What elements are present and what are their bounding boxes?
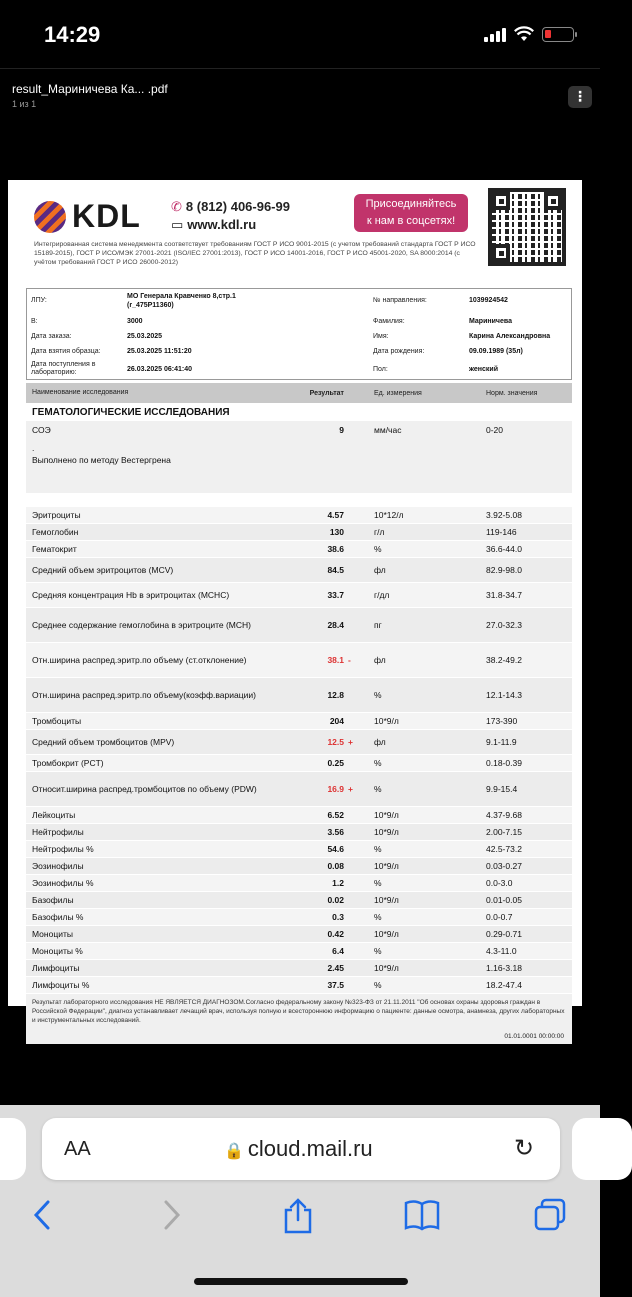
table-row [26, 541, 572, 558]
result-unit: % [374, 758, 382, 768]
result-name: Моноциты [32, 929, 73, 939]
result-unit: % [374, 878, 382, 888]
result-flag: + [348, 737, 353, 747]
result-ref: 38.2-49.2 [486, 655, 522, 665]
result-name: Моноциты % [32, 946, 83, 956]
result-unit: г/л [374, 527, 385, 537]
result-ref: 12.1-14.3 [486, 690, 522, 700]
results-table [26, 383, 572, 1044]
result-unit: 10*9/л [374, 716, 399, 726]
result-name: Отн.ширина распред.эритр.по объему(коэфф.вариации) [32, 690, 256, 700]
result-unit: пг [374, 620, 382, 630]
document-id: 01.01.0001 00:00:00 [26, 1029, 572, 1044]
result-name: Эозинофилы % [32, 878, 94, 888]
section-title: ГЕМАТОЛОГИЧЕСКИЕ ИССЛЕДОВАНИЯ [32, 407, 230, 418]
table-row [26, 909, 572, 926]
result-unit: % [374, 912, 382, 922]
url-display[interactable]: 🔒 cloud.mail.ru [224, 1136, 373, 1161]
result-name: Нейтрофилы [32, 827, 84, 837]
soe-ref: 0-20 [486, 425, 504, 435]
result-value: 0.3 [332, 912, 344, 922]
table-row [26, 926, 572, 943]
result-value: 0.42 [327, 929, 344, 939]
table-row [26, 858, 572, 875]
result-value: 0.08 [327, 861, 344, 871]
result-value: 130 [329, 527, 344, 537]
disclaimer-note: Результат лабораторного исследования НЕ ЯВЛЯЕТСЯ ДИАГНОЗОМ.Согласно федеральному закону №323-ФЗ от 21.11.2011 "Об основах охраны здоровья граждан в Российской Федерации", диагноз устанавливает лечащий врач, используя полную и всестороннюю информацию о пациенте: данные осмотра, анамнеза, других лабораторных и инструментальных исследований. [26, 994, 572, 1029]
result-name: Гематокрит [32, 544, 77, 554]
result-unit: 10*9/л [374, 810, 399, 820]
result-unit: 10*9/л [374, 895, 399, 905]
result-ref: 9.9-15.4 [486, 784, 518, 794]
bookmarks-button[interactable] [404, 1198, 440, 1232]
table-row [26, 730, 572, 755]
result-name: Относит.ширина распред.тромбоцитов по объему (PDW) [32, 784, 257, 794]
result-value: 84.5 [327, 565, 344, 575]
result-name: Лимфоциты % [32, 980, 90, 990]
result-ref: 1.16-3.18 [486, 963, 522, 973]
table-row [26, 608, 572, 643]
status-time: 14:29 [44, 22, 101, 47]
soe-block [26, 421, 572, 493]
table-row [26, 507, 572, 524]
status-bar [0, 0, 600, 68]
patient-info-box: ЛПУ: МО Генерала Кравченко 8,стр.1 (r_475P11360) В: 3000 Дата заказа: 25.03.2025 Дата взятия образца: 25.03.2025 11:51:20 Дата поступления в лабораторию: 26.03.2025 06:41:40 № направления: 1039924542 Фамилия: Мариничева Имя: Карина Александровна Дата рождения: 09.09.1989 (35л) Пол: женский [26, 288, 572, 380]
result-ref: 0.29-0.71 [486, 929, 522, 939]
result-name: Эритроциты [32, 510, 81, 520]
result-name: Нейтрофилы % [32, 844, 94, 854]
result-ref: 4.3-11.0 [486, 946, 517, 956]
result-value: 16.9 [327, 784, 344, 794]
result-name: Среднее содержание гемоглобина в эритроците (MCH) [32, 620, 251, 630]
result-name: Базофилы [32, 895, 74, 905]
table-row [26, 772, 572, 807]
result-name: Средняя концентрация Hb в эритроцитах (MCHC) [32, 590, 230, 600]
result-name: Базофилы % [32, 912, 84, 922]
result-value: 38.1 [327, 655, 344, 665]
result-unit: фл [374, 565, 386, 575]
result-ref: 0.01-0.05 [486, 895, 522, 905]
reader-text-size-button[interactable]: AA [64, 1138, 91, 1160]
result-unit: % [374, 690, 382, 700]
phone-number: 8 (812) 406-96-99 [185, 199, 290, 214]
website: www.kdl.ru [187, 217, 257, 232]
back-button[interactable] [30, 1198, 54, 1232]
result-value: 1.2 [332, 878, 344, 888]
result-name: Гемоглобин [32, 527, 79, 537]
result-unit: 10*9/л [374, 827, 399, 837]
result-unit: 10*9/л [374, 929, 399, 939]
home-indicator [194, 1278, 408, 1285]
result-name: Тромбоциты [32, 716, 82, 726]
result-value: 54.6 [327, 844, 344, 854]
table-row [26, 713, 572, 730]
result-value: 28.4 [327, 620, 344, 630]
result-ref: 119-146 [486, 527, 517, 537]
result-value: 33.7 [327, 590, 344, 600]
result-unit: % [374, 784, 382, 794]
result-value: 38.6 [327, 544, 344, 554]
monitor-icon: ▭ [171, 217, 184, 232]
result-ref: 3.92-5.08 [486, 510, 522, 520]
result-ref: 18.2-47.4 [486, 980, 522, 990]
pdf-document-page [8, 180, 582, 1040]
result-name: Эозинофилы [32, 861, 84, 871]
result-name: Лейкоциты [32, 810, 76, 820]
table-row [26, 558, 572, 583]
pdf-page-count: 1 из 1 [12, 99, 37, 109]
result-ref: 42.5-73.2 [486, 844, 522, 854]
result-value: 12.5 [327, 737, 344, 747]
cellular-signal-icon [484, 26, 506, 42]
result-unit: 10*9/л [374, 861, 399, 871]
result-ref: 2.00-7.15 [486, 827, 522, 837]
result-ref: 36.6-44.0 [486, 544, 522, 554]
table-row [26, 583, 572, 608]
table-row [26, 892, 572, 909]
previous-tab-peek[interactable] [0, 1118, 26, 1180]
table-row [26, 841, 572, 858]
phone-icon: ✆ [171, 199, 182, 214]
result-name: Средний объем эритроцитов (MCV) [32, 565, 174, 575]
qr-code-icon [488, 188, 566, 266]
lock-icon: 🔒 [224, 1143, 244, 1160]
table-row [26, 678, 572, 713]
result-name: Отн.ширина распред.эритр.по объему (ст.отклонение) [32, 655, 247, 665]
table-row [26, 824, 572, 841]
battery-icon [542, 27, 574, 42]
contacts [171, 198, 290, 234]
result-unit: % [374, 544, 382, 554]
share-button[interactable] [282, 1198, 314, 1234]
forward-button[interactable] [160, 1198, 184, 1232]
result-ref: 173-390 [486, 716, 518, 726]
result-value: 0.02 [327, 895, 344, 905]
result-unit: фл [374, 655, 386, 665]
result-value: 6.4 [332, 946, 344, 956]
status-icons [484, 26, 574, 42]
table-row [26, 977, 572, 994]
table-header: Наименование исследования Результат Ед. измерения Норм. значения [26, 383, 572, 403]
result-unit: % [374, 980, 382, 990]
table-row [26, 755, 572, 772]
table-row [26, 807, 572, 824]
soe-result: 9 [339, 425, 344, 435]
result-ref: 31.8-34.7 [486, 590, 522, 600]
result-flag: - [348, 655, 351, 665]
result-value: 12.8 [327, 690, 344, 700]
result-ref: 0.0-0.7 [486, 912, 513, 922]
soe-dot: . [32, 443, 35, 453]
result-value: 4.57 [327, 510, 344, 520]
next-tab-peek[interactable] [572, 1118, 632, 1180]
result-ref: 0.0-3.0 [486, 878, 513, 888]
result-ref: 82.9-98.0 [486, 565, 522, 575]
result-flag: + [348, 784, 353, 794]
result-value: 37.5 [327, 980, 344, 990]
result-name: Средний объем тромбоцитов (MPV) [32, 737, 175, 747]
tabs-button[interactable] [532, 1198, 568, 1232]
result-unit: % [374, 844, 382, 854]
result-ref: 0.03-0.27 [486, 861, 522, 871]
result-ref: 4.37-9.68 [486, 810, 522, 820]
result-unit: фл [374, 737, 386, 747]
table-row [26, 643, 572, 678]
table-row [26, 943, 572, 960]
result-name: Лимфоциты [32, 963, 80, 973]
result-unit: 10*12/л [374, 510, 404, 520]
soe-method: Выполнено по методу Вестергрена [32, 455, 171, 465]
result-unit: 10*9/л [374, 963, 399, 973]
results-rows [26, 507, 572, 994]
table-row [26, 875, 572, 892]
soe-name: СОЭ [32, 425, 51, 435]
result-value: 204 [329, 716, 344, 726]
result-unit: г/дл [374, 590, 390, 600]
table-row [26, 524, 572, 541]
result-value: 3.56 [327, 827, 344, 837]
social-banner: Присоединяйтесь к нам в соцсетях! [354, 194, 468, 232]
result-ref: 0.18-0.39 [486, 758, 522, 768]
result-ref: 9.1-11.9 [486, 737, 517, 747]
kdl-logo: KDL [34, 198, 141, 235]
result-value: 6.52 [327, 810, 344, 820]
certification-text: Интегрированная система менеджмента соответствует требованиям ГОСТ Р ИСО 9001-2015 (с учетом требований стандарта ГОСТ Р ИСО 15189-2015), ГОСТ Р ИСО/МЭК 27001-2021 (ISO/IEC 27001:2013), ГОСТ Р ИСО 14001-2016, ГОСТ Р ИСО 45001-2020, SA 8000:2014 (с учётом требований ГОСТ Р ИСО 26000-2012) [34, 241, 476, 266]
kdl-logo-mark-icon [34, 201, 66, 233]
result-ref: 27.0-32.3 [486, 620, 522, 630]
pdf-title: result_Мариничева Ка... .pdf [12, 82, 168, 96]
result-unit: % [374, 946, 382, 956]
result-value: 2.45 [327, 963, 344, 973]
result-name: Тромбокрит (PCT) [32, 758, 104, 768]
table-row [26, 960, 572, 977]
reload-icon[interactable]: ↻ [514, 1135, 535, 1162]
result-value: 0.25 [327, 758, 344, 768]
wifi-icon [514, 27, 534, 42]
more-options-button[interactable]: ⋮ [568, 86, 592, 108]
soe-unit: мм/час [374, 425, 402, 435]
